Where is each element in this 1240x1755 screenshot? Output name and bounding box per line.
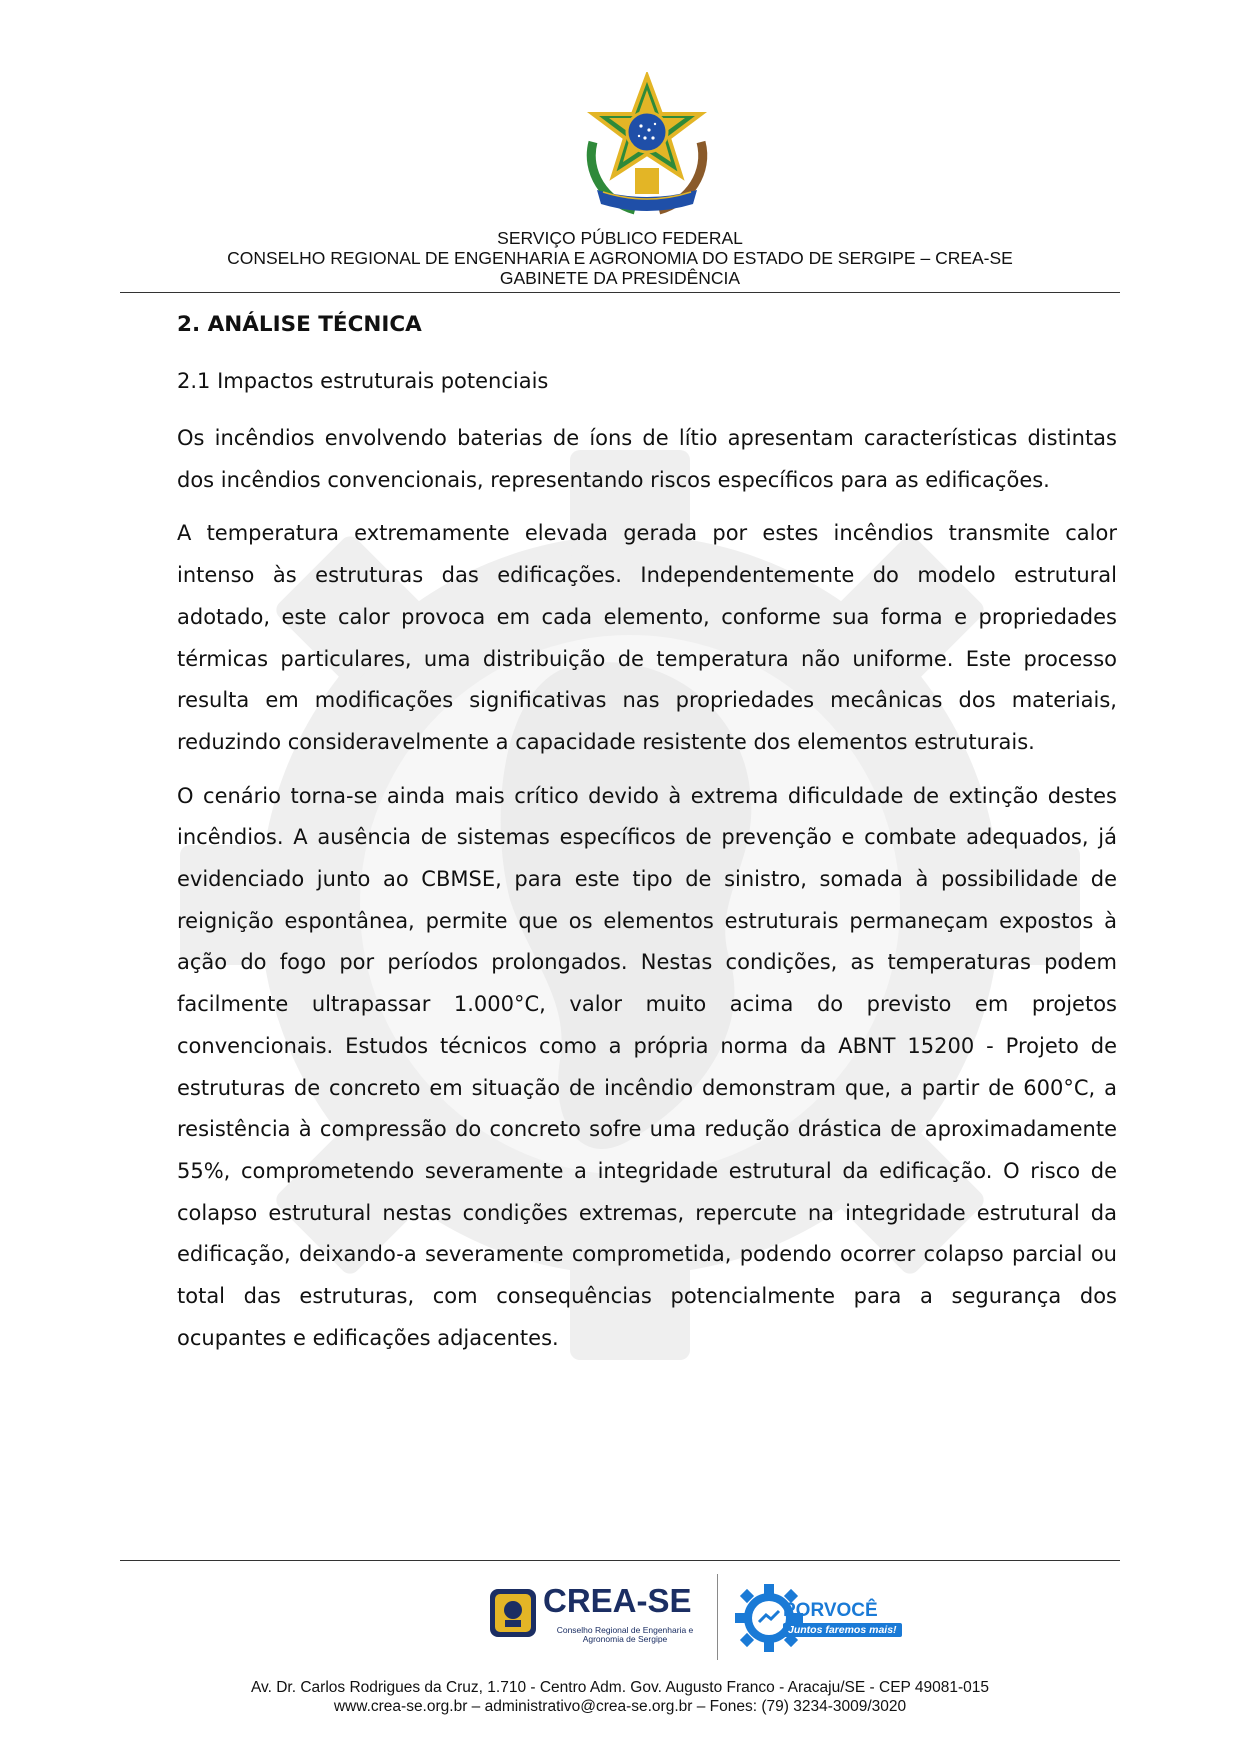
crea-seal-icon xyxy=(489,1588,537,1638)
porvoce-tagline: Juntos faremos mais! xyxy=(783,1623,902,1637)
footer-rule xyxy=(120,1560,1120,1561)
brazil-coat-of-arms-icon xyxy=(575,72,719,222)
document-body xyxy=(177,310,1117,1371)
paragraph-2: A temperatura extremamente elevada gerada por estes incêndios transmite calor intenso às estruturas das edificações. Independentemente do modelo estrutural adotado, este calor provoca em cada elemento, conforme sua forma e propriedades térmicas particulares, uma distribuição de temperatura não uniforme. Este processo resulta em modificações significativas nas propriedades mecânicas dos materiais, reduzindo consideravelmente a capacidade resistente dos elementos estruturais. xyxy=(177,521,1117,754)
crea-logo-text: CREA-SE xyxy=(543,1582,692,1619)
porvoce-logo xyxy=(733,1582,903,1654)
address-line-2: www.crea-se.org.br – administrativo@crea-se.org.br – Fones: (79) 3234-3009/3020 xyxy=(333,1698,907,1715)
header-line-3: GABINETE DA PRESIDÊNCIA xyxy=(499,268,741,288)
header-line-2: CONSELHO REGIONAL DE ENGENHARIA E AGRONOMIA DO ESTADO DE SERGIPE – CREA-SE xyxy=(227,248,1013,268)
porvoce-text: PORVOCÊ xyxy=(783,1600,878,1621)
header-line-1: SERVIÇO PÚBLICO FEDERAL xyxy=(497,228,743,248)
document-header xyxy=(120,228,1120,288)
crea-se-logo xyxy=(485,1582,700,1652)
header-rule xyxy=(120,292,1120,293)
footer-address xyxy=(120,1678,1120,1716)
subsection-title: 2.1 Impactos estruturais potenciais xyxy=(177,369,549,393)
section-title: 2. ANÁLISE TÉCNICA xyxy=(177,312,422,337)
paragraph-3: O cenário torna-se ainda mais crítico devido à extrema dificuldade de extinção destes incêndios. A ausência de sistemas específicos de prevenção e combate adequados, já evidenciado junto ao CBMSE, para este tipo de sinistro, somada à possibilidade de reignição espontânea, permite que os elementos estruturais permaneçam expostos à ação do fogo por períodos prolongados. Nestas condições, as temperaturas podem facilmente ultrapassar 1.000°C, valor muito acima do previsto em projetos convencionais. Estudos técnicos como a própria norma da ABNT 15200 - Projeto de estruturas de concreto em situação de incêndio demonstram que, a partir de 600°C, a resistência à compressão do concreto sofre uma redução drástica de aproximadamente 55%, comprometendo severamente a integridade estrutural da edificação. O risco de colapso estrutural nestas condições extremas, repercute na integridade estrutural da edificação, deixando-a severamente comprometida, podendo ocorrer colapso parcial ou total das estruturas, com consequências potencialmente para a segurança dos ocupantes e edificações adjacentes. xyxy=(177,783,1117,1350)
footer-logos xyxy=(485,1574,905,1660)
crea-logo-subtitle: Conselho Regional de Engenharia e Agronomia de Sergipe xyxy=(556,1625,694,1644)
paragraph-1: Os incêndios envolvendo baterias de íons de lítio apresentam características distintas dos incêndios convencionais, representando riscos específicos para as edificações. xyxy=(177,426,1117,492)
logo-divider xyxy=(717,1574,718,1660)
address-line-1: Av. Dr. Carlos Rodrigues da Cruz, 1.710 - Centro Adm. Gov. Augusto Franco - Aracaju/SE - CEP 49081-015 xyxy=(250,1679,990,1696)
